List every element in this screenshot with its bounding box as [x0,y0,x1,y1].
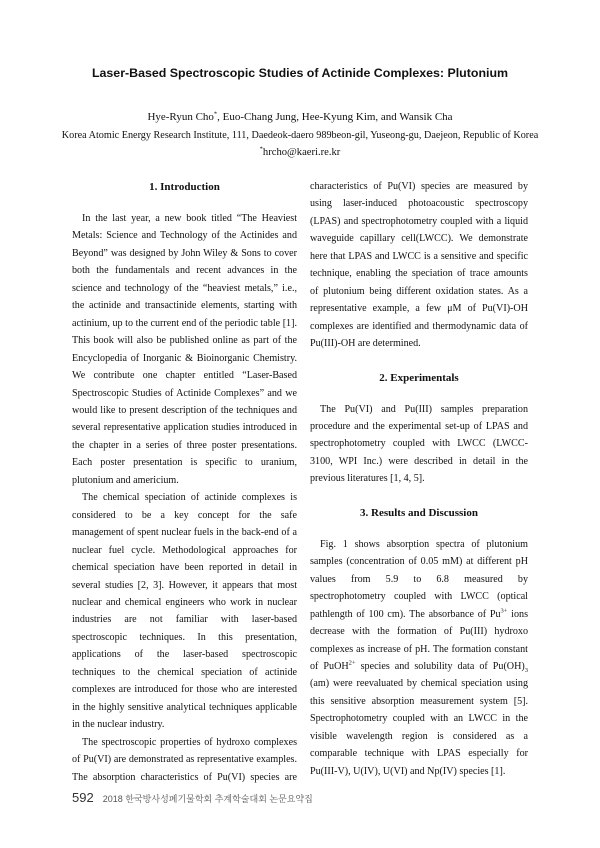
page-number: 592 [72,790,94,805]
paper-title: Laser-Based Spectroscopic Studies of Actinide Complexes: Plutonium [91,66,509,80]
corresponding-email: *hrcho@kaeri.re.kr [259,145,341,158]
intro-heading: 1. Introduction [149,181,220,193]
results-heading: 3. Results and Discussion [360,506,478,519]
experimentals-heading: 2. Experimentals [379,371,459,384]
right-column [310,178,528,780]
intro-paragraph-1: In the last year, a new book titled “The Heaviest Metals: Science and Technology of the Actinides and Beyond” was designed by John Wiley & Sons to cover both the fundamentals and recent advances in the science and technology of the “heaviest metals,” i.e., the actinide and transactinide elements, starting with actinium, up to the current end of the periodic table [1]. This book will also be published online as part of the Encyclopedia of Inorganic & Bioinorganic Chemistry. We contribute one chapter entitled “Laser-Based Spectroscopic Studies of Actinide Complexes” and we would like to present description of the techniques and several representative application studies introduced in the chapter in a series of three poster presentations. Each poster presentation is specific to uranium, plutonium and americium. [72,213,297,486]
author-list: Hye-Ryun Cho*, Euo-Chang Jung, Hee-Kyung Kim, and Wansik Cha [147,110,453,123]
left-column [72,178,297,786]
affiliation: Korea Atomic Energy Research Institute, 111, Daedeok-daero 989beon-gil, Yuseong-gu, Daejeon, Republic of Korea [61,130,539,141]
intro-paragraph-2: The chemical speciation of actinide complexes is considered to be a key concept for the safe management of spent nuclear fuels in the back-end of a nuclear fuel cycle. Methodological approaches for chemical speciation have been reported in detail in several studies [2, 3]. However, it appears that most nuclear and chemical engineers who work in nuclear industries are not familiar with laser-based spectroscopic techniques. In this presentation, applications of the laser-based spectroscopic techniques to the chemical speciation of actinide complexes are introduced for those who are interested in the highly sensitive analytical techniques applicable in the nuclear industry. [72,492,297,731]
page-footer [72,790,532,805]
experimentals-paragraph: The Pu(VI) and Pu(III) samples preparation procedure and the experimental set-up of LPAS and spectrophotometry coupled with LWCC (LWCC-3100, WPI Inc.) were described in detail in the previous literatures [1, 4, 5]. [310,403,528,485]
intro-paragraph-3-continued: characteristics of Pu(VI) species are measured by using laser-induced photoacoustic spectroscopy (LPAS) and spectrophotometry coupled with a liquid waveguide capillary cell(LWCC). We demonstrate here that LPAS and LWCC is a sensitive and specific technique, enabling the speciation of trace amounts of plutonium being different oxidation states. As a representative example, a few μM of Pu(VI)-OH complexes are identified and thermodynamic data of Pu(III)-OH are determined. [310,181,528,350]
intro-paragraph-3: The spectroscopic properties of hydroxo complexes of Pu(VI) are demonstrated as representative examples. The absorption characteristics of Pu(VI) species are [72,736,297,783]
conference-name: 2018 한국방사성폐기물학회 추계학술대회 논문요약집 [102,794,313,804]
results-paragraph: Fig. 1 shows absorption spectra of plutonium samples (concentration of 0.05 mM) at different pH values from 5.9 to 6.8 measured by spectrophotometry coupled with LWCC (optical pathlength of 100 cm). The absorbance of $Pu^{3+}$ ions decrease with the formation of Pu(III) hydroxo complexes as increase of pH. The formation constant of PuOH$^{2+}$ species and solubility data of $Pu(OH)_3$ (am) were reevaluated by chemical speciation using this sensitive absorption measurement system [5]. Spectrophotometry coupled with an LWCC in the visible wavelength region is considered as a comparable technique with LPAS especially for Pu(III-V), U(IV), U(VI) and Np(IV) species [1]. [310,538,529,777]
